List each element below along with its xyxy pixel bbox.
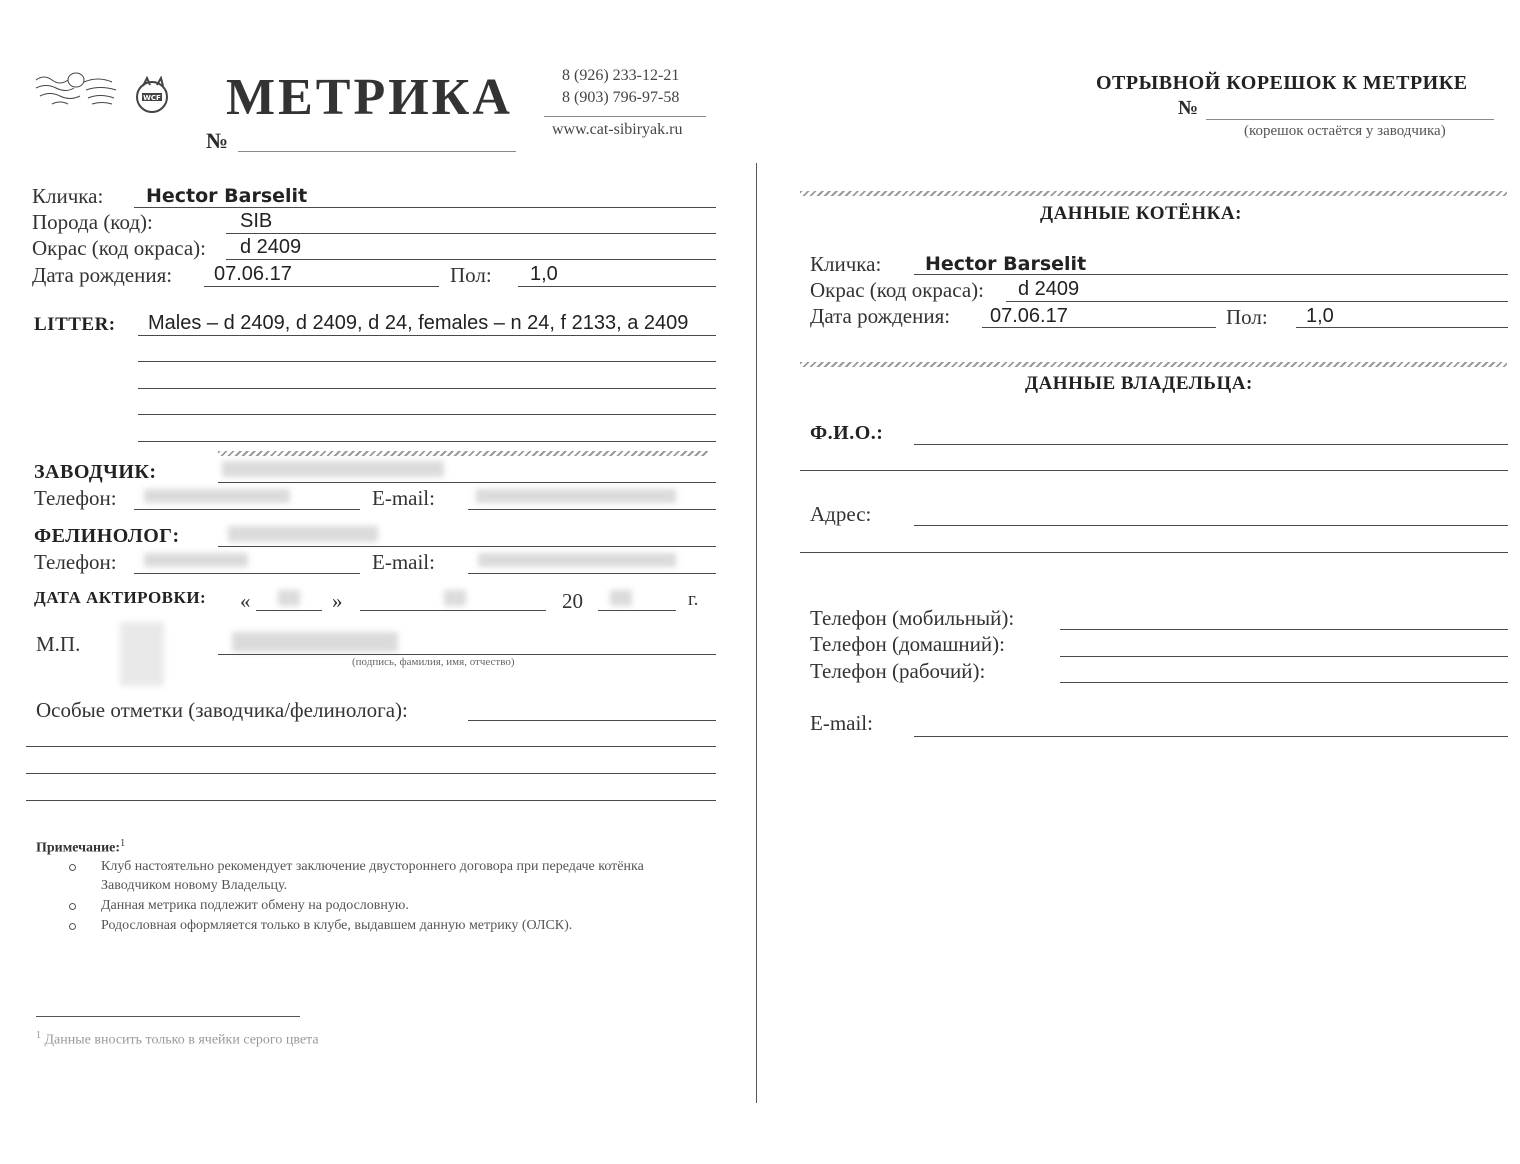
litter-line-3[interactable] <box>138 388 716 389</box>
activation-year-suffix: г. <box>688 589 699 610</box>
signature-redacted <box>232 632 398 652</box>
address-label: Адрес: <box>810 502 872 526</box>
footnote-mark: 1 <box>36 1030 41 1041</box>
breeder-email-label: E-mail: <box>372 486 435 510</box>
owner-data-header: ДАННЫЕ ВЛАДЕЛЬЦА: <box>1025 373 1253 394</box>
wcf-logo <box>135 76 171 114</box>
litter-line-4[interactable] <box>138 414 716 415</box>
stub-dob-value: 07.06.17 <box>990 305 1068 327</box>
activation-year-redacted <box>610 590 632 606</box>
activation-date-label: ДАТА АКТИРОВКИ: <box>34 588 207 607</box>
breeder-label: ЗАВОДЧИК: <box>34 461 157 483</box>
breeder-separator <box>218 451 708 456</box>
footnote <box>36 1030 319 1049</box>
phone-work-field[interactable] <box>1060 682 1508 683</box>
breed-value: SIB <box>240 210 273 232</box>
color-field[interactable] <box>226 259 716 260</box>
fio-label: Ф.И.О.: <box>810 422 884 444</box>
notes-title-text: Примечание: <box>36 840 121 856</box>
felinologist-phone-label: Телефон: <box>34 550 117 574</box>
stub-color-field[interactable] <box>1006 301 1508 302</box>
address-field-line-2[interactable] <box>800 552 1508 553</box>
signature-field[interactable] <box>218 654 716 655</box>
activation-year-field[interactable] <box>598 610 676 611</box>
litter-value: Males – d 2409, d 2409, d 24, females – n 24, f 2133, a 2409 <box>148 312 689 334</box>
felinologist-email-field[interactable] <box>468 573 716 574</box>
stub-name-label: Кличка: <box>810 252 882 276</box>
stub-email-label: E-mail: <box>810 711 873 735</box>
litter-line-2[interactable] <box>138 361 716 362</box>
felinologist-phone-redacted <box>144 553 248 567</box>
dob-field[interactable] <box>204 286 439 287</box>
activation-month-redacted <box>444 590 466 606</box>
document-title: МЕТРИКА <box>226 69 513 126</box>
breeder-phone-redacted <box>144 489 290 503</box>
stub-sex-label: Пол: <box>1226 305 1268 329</box>
contact-phone-1: 8 (926) 233-12-21 <box>562 67 680 84</box>
stub-email-field[interactable] <box>914 736 1508 737</box>
footnote-rule <box>36 1016 300 1017</box>
address-field[interactable] <box>914 525 1508 526</box>
breed-label: Порода (код): <box>32 210 153 234</box>
phone-home-label: Телефон (домашний): <box>810 632 1005 656</box>
stub-name-value: Hector Barselit <box>925 253 1087 275</box>
phone-work-label: Телефон (рабочий): <box>810 659 986 683</box>
name-field[interactable] <box>134 207 716 208</box>
phone-mobile-field[interactable] <box>1060 629 1508 630</box>
fio-field-line-2[interactable] <box>800 470 1508 471</box>
dob-label: Дата рождения: <box>32 263 173 287</box>
felinologist-name-redacted <box>228 526 378 542</box>
stub-sex-value: 1,0 <box>1306 305 1334 327</box>
felinologist-name-field[interactable] <box>218 546 716 547</box>
special-marks-line-3[interactable] <box>26 773 716 774</box>
felinologist-phone-field[interactable] <box>134 573 360 574</box>
kitten-data-header: ДАННЫЕ КОТЁНКА: <box>1040 203 1242 224</box>
note-item <box>36 896 716 915</box>
stamp-redacted <box>120 622 164 686</box>
contact-phone-2: 8 (903) 796-97-58 <box>562 89 680 106</box>
svg-text:WCF: WCF <box>143 94 161 102</box>
special-marks-line-4[interactable] <box>26 800 716 801</box>
signature-caption: (подпись, фамилия, имя, отчество) <box>352 656 515 668</box>
sex-label: Пол: <box>450 263 492 287</box>
felinologist-email-label: E-mail: <box>372 550 435 574</box>
felinologist-label: ФЕЛИНОЛОГ: <box>34 525 180 547</box>
litter-line-5[interactable] <box>138 441 716 442</box>
footnote-text: Данные вносить только в ячейки серого цвета <box>44 1032 319 1048</box>
tear-off-divider <box>756 163 757 1103</box>
special-marks-line-1[interactable] <box>468 720 716 721</box>
breeder-phone-field[interactable] <box>134 509 360 510</box>
sex-field[interactable] <box>518 286 716 287</box>
phone-mobile-label: Телефон (мобильный): <box>810 606 1015 630</box>
stub-dob-field[interactable] <box>982 327 1216 328</box>
activation-close-quote: » <box>332 589 343 613</box>
stub-color-label: Окрас (код окраса): <box>810 278 984 302</box>
notes-title <box>36 838 125 857</box>
special-marks-line-2[interactable] <box>26 746 716 747</box>
breeder-name-redacted <box>222 461 444 477</box>
breed-field[interactable] <box>226 233 716 234</box>
stub-dob-label: Дата рождения: <box>810 304 951 328</box>
activation-day-redacted <box>278 590 300 606</box>
sex-value: 1,0 <box>530 263 558 285</box>
stub-name-field[interactable] <box>914 274 1508 275</box>
stub-number-label: № <box>1178 97 1199 119</box>
name-label: Кличка: <box>32 184 104 208</box>
color-value: d 2409 <box>240 236 302 258</box>
kitten-section-separator <box>800 191 1507 196</box>
dob-value: 07.06.17 <box>214 263 292 285</box>
color-label: Окрас (код окраса): <box>32 236 206 260</box>
note-item <box>36 916 716 935</box>
breeder-email-field[interactable] <box>468 509 716 510</box>
activation-year-prefix: 20 <box>562 589 583 613</box>
breeder-phone-label: Телефон: <box>34 486 117 510</box>
stub-caption: (корешок остаётся у заводчика) <box>1244 123 1446 139</box>
special-marks-label: Особые отметки (заводчика/фелинолога): <box>36 698 408 722</box>
note-text: Данная метрика подлежит обмену на родословную. <box>101 898 409 913</box>
note-text: Родословная оформляется только в клубе, выдавшем данную метрику (ОЛСК). <box>101 918 573 933</box>
stub-number-field[interactable] <box>1206 119 1494 120</box>
activation-day-field[interactable] <box>256 610 322 611</box>
felinologist-email-redacted <box>478 553 676 567</box>
activation-month-field[interactable] <box>360 610 546 611</box>
fio-field[interactable] <box>914 444 1508 445</box>
stub-sex-field[interactable] <box>1296 327 1508 328</box>
notes-list <box>36 857 716 935</box>
number-label: № <box>206 128 229 153</box>
note-item <box>36 857 691 895</box>
notes-title-superscript: 1 <box>120 838 126 849</box>
number-field[interactable] <box>238 151 516 152</box>
note-text: Клуб настоятельно рекомендует заключение двустороннего договора при передаче котёнка Заводчиком новому Владельцу. <box>101 859 644 893</box>
stamp-label: М.П. <box>36 632 81 656</box>
stub-title: ОТРЫВНОЙ КОРЕШОК К МЕТРИКЕ <box>1096 72 1468 94</box>
club-website: www.cat-sibiryak.ru <box>552 121 683 138</box>
breeder-email-redacted <box>476 489 676 503</box>
owner-section-separator <box>800 362 1507 367</box>
litter-line-1[interactable] <box>138 335 716 336</box>
litter-label: LITTER: <box>34 314 116 335</box>
club-logo <box>32 68 130 110</box>
phone-home-field[interactable] <box>1060 656 1508 657</box>
breeder-name-field[interactable] <box>218 482 716 483</box>
name-value: Hector Barselit <box>146 185 308 207</box>
stub-color-value: d 2409 <box>1018 278 1080 300</box>
activation-open-quote: « <box>240 589 251 613</box>
contact-divider <box>544 116 706 117</box>
